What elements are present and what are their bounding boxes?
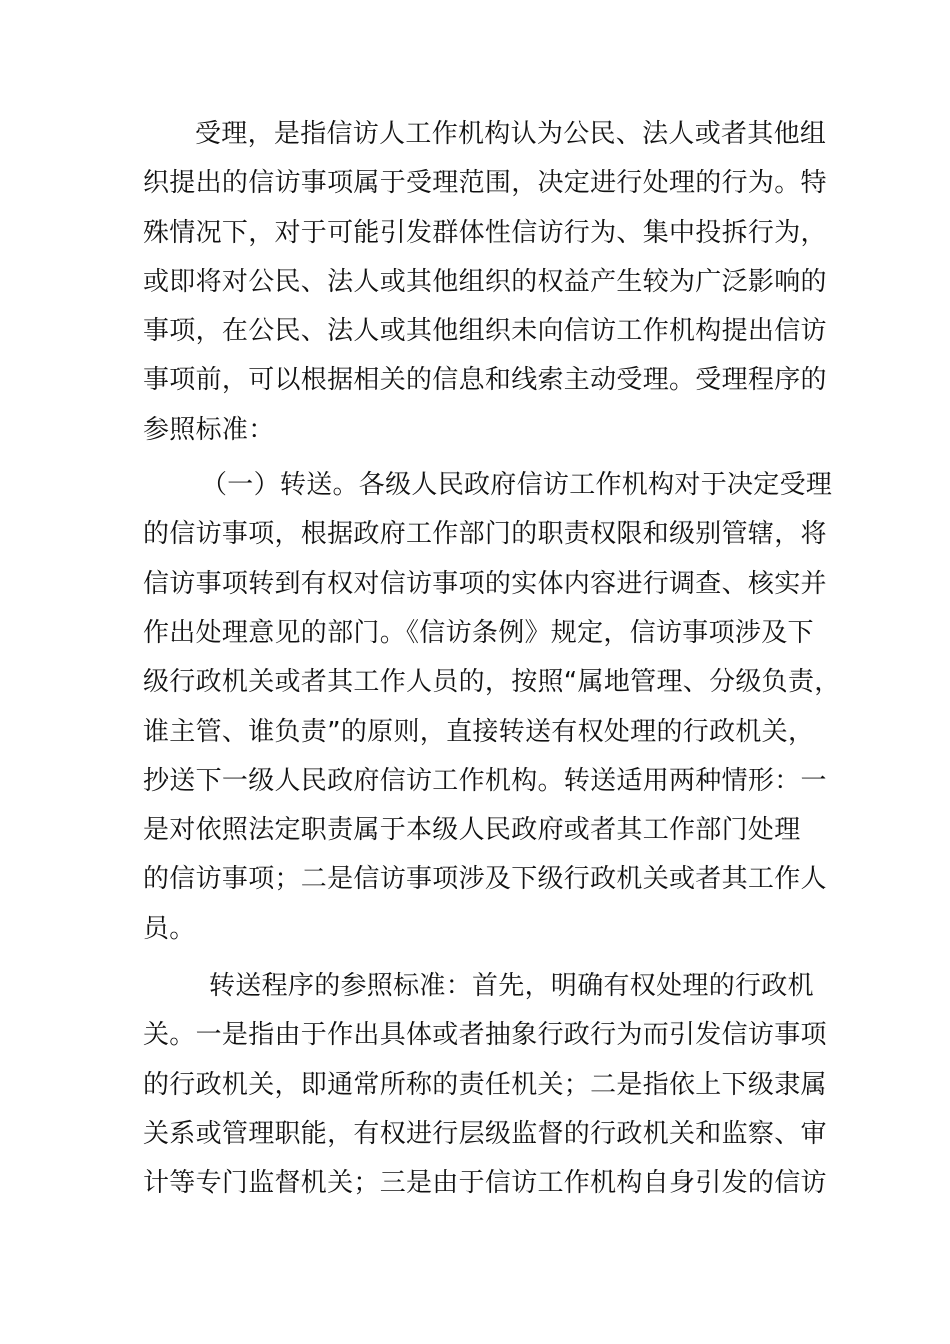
text-line: 信访事项转到有权对信访事项的实体内容进行调查、核实并 (143, 568, 827, 599)
text-line: 参照标准： (143, 414, 275, 445)
text-line: 事项，在公民、法人或其他组织未向信访工作机构提出信访 (143, 316, 827, 347)
text-line: 作出处理意见的部门。《信访条例》规定，信访事项涉及下 (143, 617, 814, 648)
text-line: 受理，是指信访人工作机构认为公民、法人或者其他组 (195, 119, 827, 149)
paragraph-acceptance-definition (143, 110, 827, 455)
text-line: 的行政机关，即通常所称的责任机关；二是指依上下级隶属 (143, 1069, 827, 1100)
text-line: 员。 (143, 913, 196, 944)
text-line: 关。一是指由于作出具体或者抽象行政行为而引发信访事项 (143, 1020, 827, 1051)
text-line: 级行政机关或者其工作人员的，按照“属地管理、分级负责， (143, 667, 841, 698)
text-line: 计等专门监督机关；三是由于信访工作机构自身引发的信访 (143, 1168, 827, 1199)
text-line: 谁主管、谁负责”的原则，直接转送有权处理的行政机关， (143, 716, 815, 747)
paragraph-transfer (143, 461, 841, 954)
text-line: 的信访事项；二是信访事项涉及下级行政机关或者其工作人 (143, 864, 827, 895)
paragraph-transfer-procedure (143, 962, 827, 1208)
document-page (143, 110, 841, 1209)
text-line: 事项前，可以根据相关的信息和线索主动受理。受理程序的 (143, 365, 827, 396)
text-line: 关系或管理职能，有权进行层级监督的行政机关和监察、审 (143, 1118, 827, 1149)
text-line: 织提出的信访事项属于受理范围，决定进行处理的行为。特 (143, 168, 827, 199)
text-line: （一）转送。各级人民政府信访工作机构对于决定受理 (201, 470, 833, 501)
text-line: 抄送下一级人民政府信访工作机构。转送适用两种情形：一 (143, 765, 827, 796)
text-line: 转送程序的参照标准：首先，明确有权处理的行政机 (209, 971, 814, 1002)
text-line: 殊情况下，对于可能引发群体性信访行为、集中投拆行为， (143, 217, 827, 248)
text-line: 是对依照法定职责属于本级人民政府或者其工作部门处理 (143, 815, 801, 846)
text-line: 的信访事项，根据政府工作部门的职责权限和级别管辖，将 (143, 519, 827, 550)
text-line: 或即将对公民、法人或其他组织的权益产生较为广泛影响的 (143, 266, 827, 297)
